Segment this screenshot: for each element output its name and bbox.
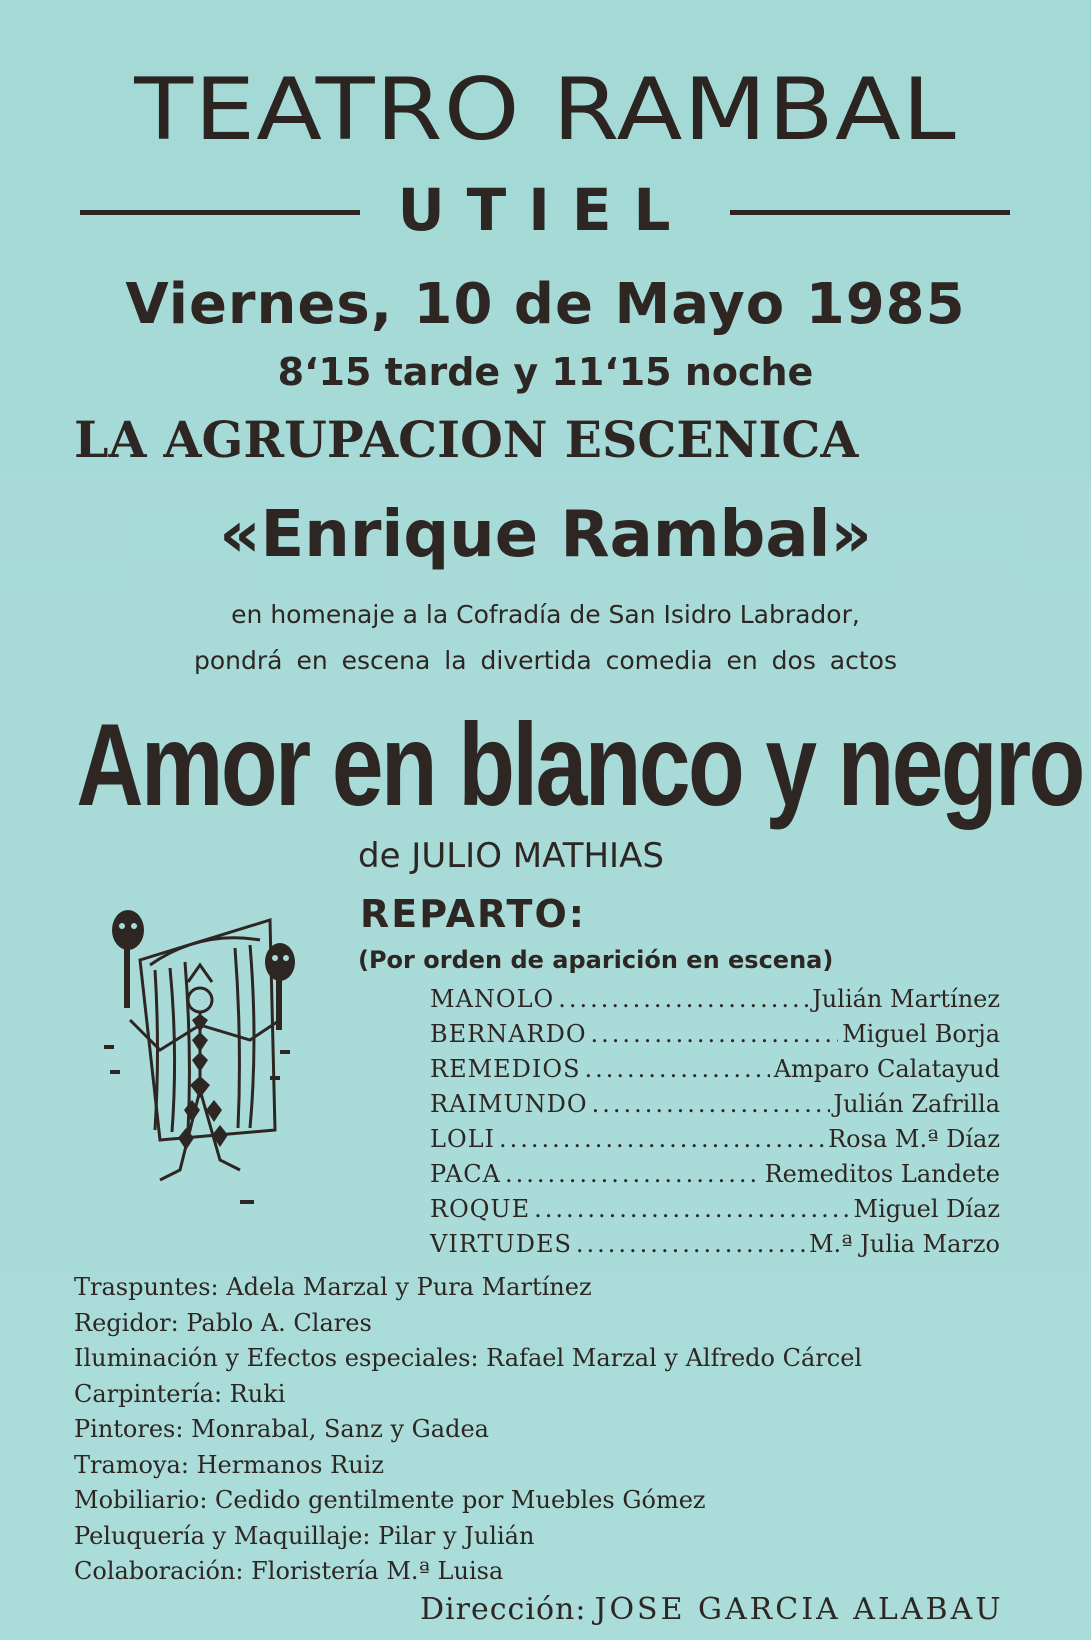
crew-value: Pilar y Julián — [378, 1521, 535, 1550]
crew-row — [74, 1412, 862, 1448]
cast-actor: Miguel Díaz — [853, 1195, 1000, 1223]
crew-value: Monrabal, Sanz y Gadea — [191, 1415, 489, 1443]
cast-role: PACA — [430, 1160, 501, 1188]
crew-label: Iluminación y Efectos especiales: — [74, 1344, 479, 1372]
harlequin-with-theatre-masks-icon — [100, 900, 310, 1230]
crew-value: Hermanos Ruiz — [196, 1450, 384, 1479]
crew-row — [74, 1483, 862, 1519]
leader-dots — [591, 1017, 839, 1052]
cast-row — [430, 1087, 1000, 1122]
cast-role: RAIMUNDO — [430, 1090, 588, 1118]
cast-actor: Julián Zafrilla — [833, 1090, 1000, 1118]
crew-row — [74, 1341, 862, 1377]
leader-dots — [558, 982, 808, 1017]
direction — [420, 1592, 1004, 1627]
cast-actor: Rosa M.ª Díaz — [828, 1125, 1000, 1153]
cast-row — [430, 1157, 1000, 1192]
crew-value: Pablo A. Clares — [186, 1308, 372, 1337]
cast-role: REMEDIOS — [430, 1055, 581, 1083]
leader-dots — [499, 1122, 824, 1157]
direction-label: Dirección: — [420, 1592, 587, 1627]
crew-label: Traspuntes: — [74, 1273, 219, 1301]
crew-row — [74, 1519, 862, 1555]
crew-label: Mobiliario: — [74, 1486, 208, 1514]
cast-list — [430, 982, 1000, 1262]
crew-label: Colaboración: — [74, 1557, 244, 1585]
crew-row — [74, 1554, 862, 1590]
cast-actor: Miguel Borja — [842, 1020, 1000, 1048]
leader-dots — [585, 1052, 770, 1087]
performance-times: 8‘15 tarde y 11‘15 noche — [277, 350, 814, 394]
crew-value: Cedido gentilmente por Muebles Gómez — [215, 1486, 706, 1514]
cast-actor: M.ª Julia Marzo — [808, 1230, 1000, 1258]
cast-row — [430, 1192, 1000, 1227]
cast-actor: Julián Martínez — [812, 985, 1000, 1013]
cast-row — [430, 982, 1000, 1017]
cast-actor: Amparo Calatayud — [773, 1055, 1000, 1083]
cast-row — [430, 1227, 1000, 1262]
group-name: LA AGRUPACION ESCENICA — [74, 410, 859, 469]
crew-label: Pintores: — [74, 1415, 184, 1443]
cast-role: MANOLO — [430, 985, 555, 1013]
city-name: UTIEL — [397, 176, 693, 244]
intro-line-2: pondrá en escena la divertida comedia en dos actos — [194, 646, 897, 675]
leader-dots — [576, 1227, 805, 1262]
city-row — [80, 176, 1010, 246]
right-rule — [730, 210, 1010, 215]
cast-heading: REPARTO: — [360, 892, 586, 936]
crew-row — [74, 1306, 862, 1342]
crew-row — [74, 1377, 862, 1413]
crew-label: Carpintería: — [74, 1379, 223, 1408]
cast-row — [430, 1122, 1000, 1157]
crew-label: Regidor: — [74, 1308, 179, 1337]
cast-note: (Por orden de aparición en escena) — [358, 946, 834, 974]
company-name: «Enrique Rambal» — [219, 498, 872, 572]
crew-value: Adela Marzal y Pura Martínez — [226, 1273, 592, 1301]
crew-value: Ruki — [229, 1379, 286, 1408]
cast-row — [430, 1017, 1000, 1052]
leader-dots — [534, 1192, 849, 1227]
crew-value: Rafael Marzal y Alfredo Cárcel — [486, 1344, 863, 1372]
crew-label: Peluquería y Maquillaje: — [74, 1521, 371, 1550]
crew-list — [74, 1270, 862, 1590]
cast-role: ROQUE — [430, 1195, 531, 1223]
cast-role: VIRTUDES — [430, 1230, 572, 1258]
cast-actor: Remeditos Landete — [764, 1160, 1000, 1188]
director-name: JOSE GARCIA ALABAU — [594, 1592, 1004, 1627]
leader-dots — [592, 1087, 830, 1122]
play-author: de JULIO MATHIAS — [358, 836, 664, 876]
theatre-name: TEATRO RAMBAL — [134, 60, 957, 160]
play-title: Amor en blanco y negro — [76, 699, 1083, 830]
performance-date: Viernes, 10 de Mayo 1985 — [125, 272, 966, 337]
cast-role: LOLI — [430, 1125, 496, 1153]
crew-row — [74, 1448, 862, 1484]
intro-line-1: en homenaje a la Cofradía de San Isidro Labrador, — [231, 600, 860, 629]
cast-role: BERNARDO — [430, 1020, 587, 1048]
cast-row — [430, 1052, 1000, 1087]
crew-row — [74, 1270, 862, 1306]
crew-value: Floristería M.ª Luisa — [251, 1557, 504, 1585]
crew-label: Tramoya: — [74, 1450, 189, 1479]
leader-dots — [505, 1157, 761, 1192]
